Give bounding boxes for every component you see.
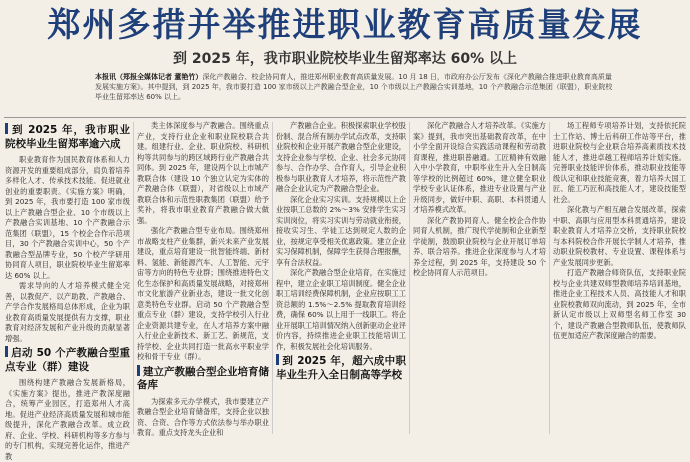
section-title	[137, 365, 269, 393]
section-marker	[5, 346, 8, 357]
body-paragraph: 深化产教融合型企业培育，在实施过程中，建立企业职工培训制度。健全企业职工培训经费保障机制，企业应按职工工资总额的 1.5%～2.5% 提取教育培训经费，确保 60% 以上用于一线职工。将企业开展职工培训情况纳入创新驱动企业评价内容，持续推进企业职工技能培训工作，积极发展社会化培训服务。	[276, 268, 406, 351]
body-paragraph: 职业教育作为国民教育体系和人力资源开发的重要组成部分，肩负着培养多样化人才、传承技术技能、促进就业创业的重要职责。《实施方案》明确，到 2025 年，我市要打造 100 家市级以上产教融合型企业、10 个市级以上产教融合实训基地、10 个产教融合示范集团（联盟），15 个校企合作示范项目，30 个产教融合实训中心，50 个产教融合型品牌专业，50 个校产学研用协同育人项目，职业院校毕业生留郑率达 60% 以上。	[5, 155, 130, 280]
column-divider	[409, 122, 410, 434]
body-paragraph: 类主体深度参与产教融合。围绕重点产业，支持行业企业和职业院校联合共建。组建行业、企业、职业院校、科研机构等共同参与的跨区域跨行业产教融合共同体。到 2025 年，建设两个以上市城产教联合体（建设 10 个独立认定为实体的产教融合体（联盟），对省级以上市域产教联合体和示范性职教集团（联盟）给予奖补，将我市职业教育产教融合做大做强。	[137, 121, 269, 225]
body-paragraph: 为探索多元办学模式，我市要建立产教融合型企业培育储备库，支持企业以独资、合资、合作等方式依法参与举办职业教育。重点支持龙头企业和	[137, 396, 269, 437]
lead-byline: 本报讯（郑报全媒体记者 董艳竹）	[95, 73, 203, 81]
section-title-text: 建立产教融合型企业培育储备库	[137, 365, 269, 391]
body-paragraph: 强化产教融合型专业布局。围绕郑州市战略支柱产业集群，新兴未来产业发展建设，重点培育建设一批智能终端、新材料、氢能、新能源汽车、人工智能、元宇宙等方向的特色专业群；围绕推进特色文化生态保护和高质量发展战略，对接郑州市文化旅游产业新业态，建设一批文化创意类特色专业群。启动 50 个产教融合型重点专业（群）建设，支持学校引入行业企业资源共建专业，在人才培养方案中融入行业企业新技术、新工艺、新规范，支持学校、企业共同打造一批高水平职业学校和骨干专业（群）。	[137, 226, 269, 361]
section-title-text: 到 2025 年，超六成中职毕业生升入全日制高等学校	[276, 355, 406, 381]
column-divider	[272, 122, 273, 434]
body-paragraph: 打造产教融合师资队伍，支持职业院校与企业共建双师型教师培养培训基地，推进企业工程技术人员、高技能人才和职业院校教师双向流动，到 2025 年，全市新认定市级以上双师型名师工作室 30 个，建设产教融合型教师队伍，使教师队伍更加适应产教深度融合的需要。	[553, 268, 686, 340]
article-column-3	[276, 121, 406, 435]
section-title	[276, 354, 406, 382]
body-paragraph: 场工程师专项培养计划，支持依托院士工作站、博士后科研工作站等平台，推进职业院校与企业联合培养高素质技术技能人才，推进卓越工程师培养计划实施。完善职业技能评价体系，推动职业技能等级认定和职业技能竞赛，着力培养大国工匠、能工巧匠和高技能人才，建设技能型社会。	[553, 121, 686, 204]
section-title-text: 启动 50 个产教融合型重点专业（群）建设	[5, 347, 130, 373]
subheadline: 到 2025 年，我市职业院校毕业生留郑率达 60% 以上	[173, 51, 517, 67]
section-title-text: 到 2025 年，我市职业院校毕业生留郑率逾六成	[5, 124, 130, 150]
column-divider	[549, 122, 550, 434]
lead-paragraph	[95, 72, 615, 102]
header-divider	[4, 117, 686, 118]
article-column-1	[5, 121, 130, 461]
body-paragraph: 深化教与产相互融合发展改革，探索中职、高职与应用型本科贯通培养，建设职业教育人才培养立交桥，支持职业院校与本科院校合作开展长学制人才培养，推动职业院校教材、专业设置、课程体系与产业发展同步更新。	[553, 205, 686, 267]
body-paragraph: 产教融合企业。积极探索职业学校股份制、混合所有制办学试点改革，支持职业院校和企业开展产教融合型企业建设，支持企业参与学校、企业、社会多元协同参与、合作办学、合作育人，引导企业积极参与职业教育人才培养，将示范性产教融合企业认定为产教融合型企业。	[276, 121, 406, 193]
article-column-5	[553, 121, 686, 435]
body-paragraph: 深化产教协同育人。健全校企合作协同育人机制，推广现代学徒制和企业新型学徒制，鼓励职业院校与企业开展订单培养、联合培养。推进企业深度参与人才培养全过程，到 2025 年，支持建设 50 个校企协同育人示范项目。	[413, 215, 546, 277]
body-paragraph: 深化产教融合人才培养改革。《实施方案》提到，我市突出基础教育改革，在中小学全面开设综合实践活动课程和劳动教育课程，推进职普融通。工匠精神有效融入中小学教育，中职毕业生升入全日制高等学校的比例超过 60%，建立健全职业学校专业认证体系，推进专业设置与产业升级同步，做好中职、高职、本科贯通人才培养模式改革。	[413, 121, 546, 214]
body-paragraph: 围绕构建产教融合发展新格局，《实施方案》提出，推进产教深度融合，统筹产业园区，打造郑州人才高地。促进产业经济高质量发展和城市能级提升，深化产教融合改革。成立政府、企业、学校、科研机构等多方参与的专门机构，实现完善化运作，推进产教	[5, 378, 130, 461]
lead-text: 深化产教融合、校企协同育人，推进郑州职业教育高质量发展。10 月 18 日，市政府办公厅发布《深化产教融合推进职业教育高质量发展实施方案》。其中提到，到 2025 年，我市要打造 100 家市级以上产教融合型企业，10 个市级以上产教融合实训基地，10 个产教融合示范集团（联盟），职业院校毕业生留郑率达 60% 以上。	[95, 73, 613, 101]
section-marker	[137, 365, 140, 376]
section-marker	[5, 123, 8, 134]
section-title	[5, 123, 130, 151]
section-title	[5, 346, 130, 374]
section-marker	[276, 354, 279, 365]
article-column-4	[413, 121, 546, 435]
article-column-2	[137, 121, 269, 435]
body-paragraph: 需求导向的人才培养模式健全完善，以教促产、以产助教、产教融合、产学合作发展格局总体形成，企业为职业教育高质量发展提供有力支撑，职业教育对经济发展和产业升级的贡献显著增强。	[5, 281, 130, 343]
headline: 郑州多措并举推进职业教育高质量发展	[47, 5, 643, 44]
column-divider	[133, 122, 134, 434]
body-paragraph: 深化企业实习实训。支持规模以上企业按职工总数的 2%～3% 安排学生实习实训岗位，将实习实训与劳动就业衔接，接收实习生、学徒工达到规定人数的企业，按规定享受相关优惠政策。建立企业实习保障机制，保障学生获得合理报酬，享有合法权益。	[276, 194, 406, 267]
